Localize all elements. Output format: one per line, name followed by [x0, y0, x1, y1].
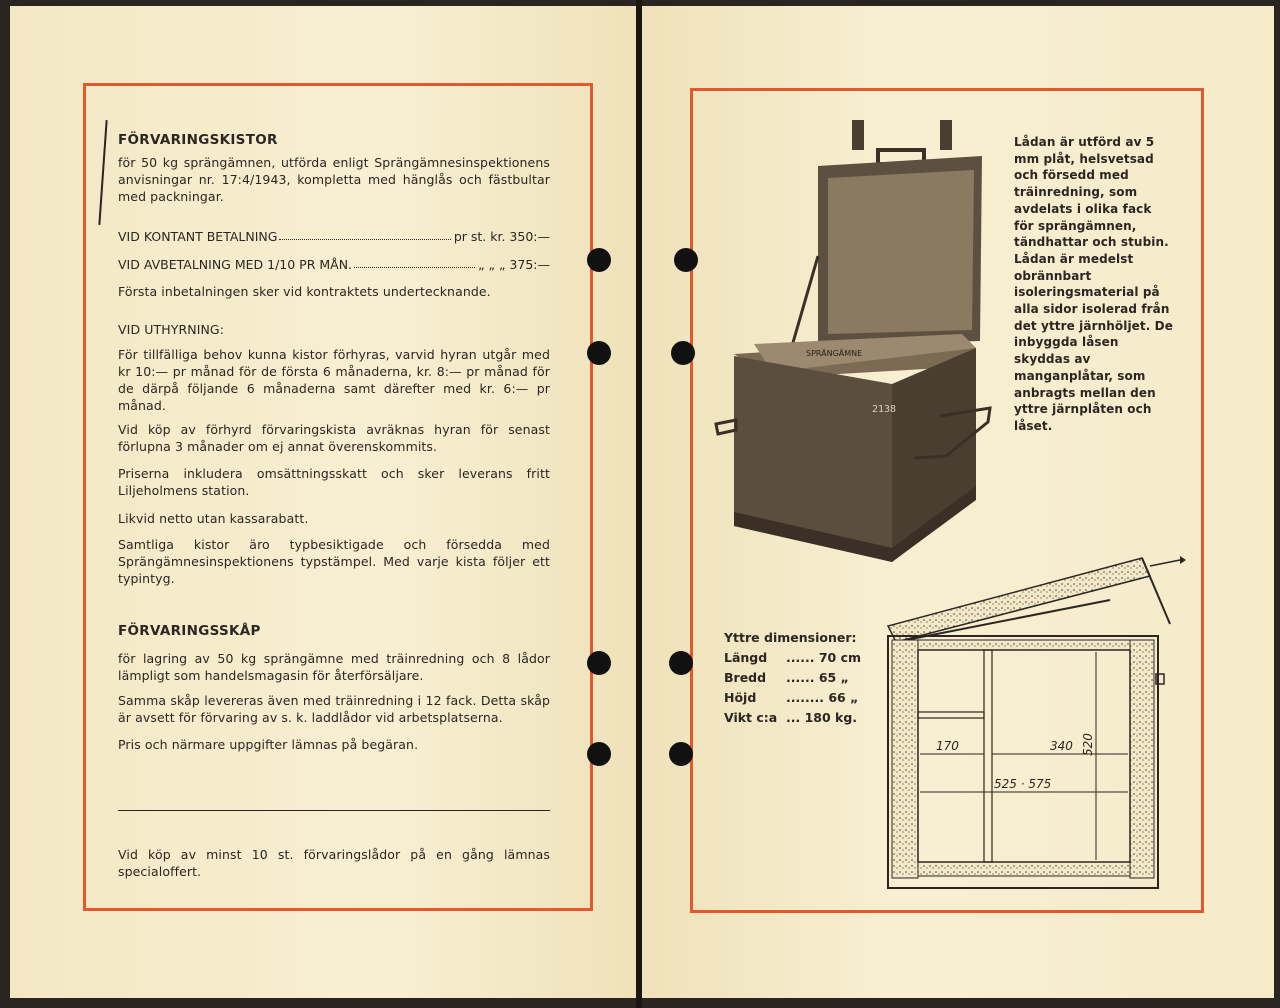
title-forvaringskistor: FÖRVARINGSKISTOR [118, 132, 278, 148]
dims-key: Bredd [724, 670, 767, 685]
dims-value: ...... 65 „ [786, 670, 849, 685]
rental-heading: VID UTHYRNING: [118, 322, 225, 337]
dims-title: Yttre dimensioner: [724, 630, 857, 645]
price-label: VID KONTANT BETALNING [118, 229, 278, 244]
dims-row [724, 648, 861, 668]
price-row-installment [118, 257, 550, 272]
dims-key: Längd [724, 650, 768, 665]
price-row-cash [118, 229, 550, 244]
dims-value: ... 180 kg. [786, 710, 858, 725]
box-description: Lådan är utförd av 5 mm plåt, helsvetsad och försedd med träinredning, som avdelats i olika fack för sprängämnen, tändhattar och stubin. Lådan är medelst obrännbart isoleringsmaterial på alla sidor isolerad från det yttre järnhöljet. De inbyggda låsen skyddas av manganplåtar, som anbragts mellan den yttre järnplåten och låset. [1014, 135, 1173, 433]
punch-hole [671, 341, 695, 365]
price-value: pr st. kr. 350:— [453, 229, 550, 244]
prices-text: Priserna inkludera omsättningsskatt och sker leverans fritt Liljeholmens station. [118, 466, 550, 498]
price-value: „ „ „ 375:— [478, 257, 550, 272]
liquid-text: Likvid netto utan kassarabatt. [118, 511, 309, 526]
punch-hole [669, 651, 693, 675]
dim-170: 170 [936, 739, 959, 753]
dims-value: ...... 70 cm [786, 650, 862, 665]
intro-text: för 50 kg sprängämnen, utförda enligt Sprängämnesinspektionens anvisningar nr. 17:4/1943, kompletta med hänglås och fästbultar med packningar. [118, 155, 550, 204]
dims-row [724, 668, 861, 688]
leader-dots [354, 257, 475, 268]
dimensions-block [724, 628, 861, 728]
cross-section-drawing [880, 546, 1190, 896]
rental-text: För tillfälliga behov kunna kistor förhyras, varvid hyran utgår med kr 10:— pr månad för de första 6 månaderna, kr. 8:— pr månad för de därpå följande 6 månaderna samt därefter med kr. 6:— pr månad. [118, 347, 550, 413]
punch-hole [587, 341, 611, 365]
dims-row [724, 708, 861, 728]
dim-340: 340 [1050, 739, 1073, 753]
punch-hole [587, 742, 611, 766]
page-fold [636, 0, 642, 1008]
request-text: Pris och närmare uppgifter lämnas på begäran. [118, 737, 419, 752]
box-label: SPRÄNGÄMNE [806, 349, 863, 358]
storage-box-photo [712, 116, 1002, 566]
punch-hole [587, 248, 611, 272]
cabinet-text-2: Samma skåp levereras även med träinredning i 12 fack. Detta skåp är avsett för förvaring av s. k. laddlådor vid arbetsplatserna. [118, 693, 550, 725]
dims-row [724, 688, 861, 708]
footer-offer-text: Vid köp av minst 10 st. förvaringslådor på en gång lämnas specialoffert. [118, 847, 550, 879]
punch-hole [587, 651, 611, 675]
dims-key: Höjd [724, 690, 757, 705]
punch-hole [674, 248, 698, 272]
purchase-text: Vid köp av förhyrd förvaringskista avräknas hyran för senast förlupna 3 månader om ej annat överenskommits. [118, 422, 550, 454]
dims-value: ........ 66 „ [786, 690, 859, 705]
dim-525-575: 525 · 575 [994, 777, 1052, 791]
cabinet-text: för lagring av 50 kg sprängämne med träinredning och 8 lådor lämpligt som handelsmagasin för återförsäljare. [118, 651, 550, 683]
divider-line [118, 810, 550, 811]
box-number: 2138 [872, 404, 897, 415]
first-payment-text: Första inbetalningen sker vid kontraktets undertecknande. [118, 284, 491, 299]
leader-dots [279, 229, 450, 240]
dim-520: 520 [1081, 733, 1095, 756]
price-label: VID AVBETALNING MED 1/10 PR MÅN. [118, 257, 353, 272]
title-forvaringsskap: FÖRVARINGSSKÅP [118, 623, 261, 639]
dims-key: Vikt c:a [724, 710, 778, 725]
punch-hole [669, 742, 693, 766]
inspection-text: Samtliga kistor äro typbesiktigade och försedda med Sprängämnesinspektionens typstämpel. Med varje kista följer ett typintyg. [118, 537, 550, 586]
